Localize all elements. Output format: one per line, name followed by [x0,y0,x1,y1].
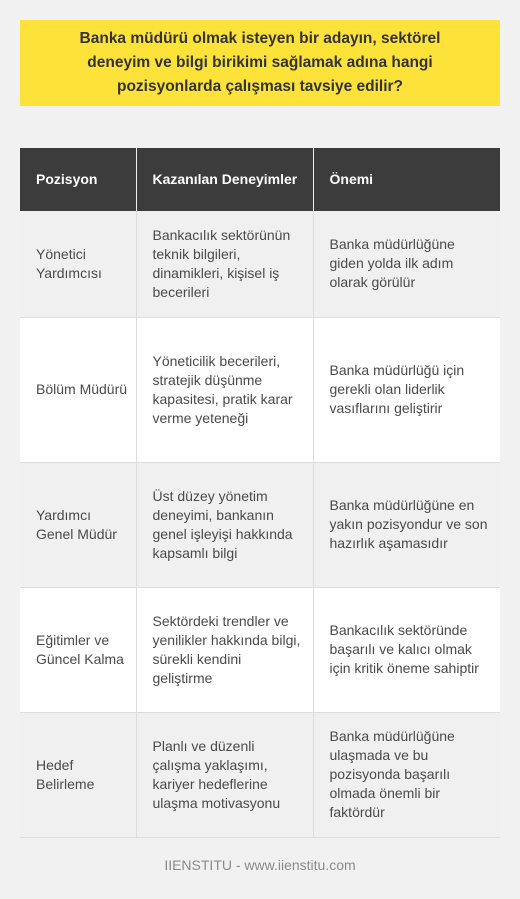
question-banner [20,20,500,106]
table-row [20,317,500,462]
position-cell: Eğitimler ve Güncel Kalma [20,587,136,712]
header-importance: Önemi [313,148,500,211]
header-experience: Kazanılan Deneyimler [136,148,313,211]
experience-cell: Sektördeki trendler ve yenilikler hakkında bilgi, sürekli kendini geliştirme [136,587,313,712]
position-cell: Hedef Belirleme [20,712,136,837]
position-cell: Yönetici Yardımcısı [20,211,136,317]
position-cell: Yardımcı Genel Müdür [20,462,136,587]
experience-cell: Üst düzey yönetim deneyimi, bankanın genel işleyişi hakkında kapsamlı bilgi [136,462,313,587]
table-row [20,211,500,317]
experience-cell: Yöneticilik becerileri, stratejik düşünme kapasitesi, pratik karar verme yeteneği [136,317,313,462]
importance-cell: Banka müdürlüğüne en yakın pozisyondur ve son hazırlık aşamasıdır [313,462,500,587]
position-cell: Bölüm Müdürü [20,317,136,462]
importance-cell: Banka müdürlüğüne ulaşmada ve bu pozisyonda başarılı olmada önemli bir faktördür [313,712,500,837]
question-text: Banka müdürü olmak isteyen bir adayın, sektörel deneyim ve bilgi birikimi sağlamak adına hangi pozisyonlarda çalışması tavsiye edilir? [79,30,441,95]
importance-cell: Banka müdürlüğü için gerekli olan liderlik vasıflarını geliştirir [313,317,500,462]
experience-cell: Bankacılık sektörünün teknik bilgileri, dinamikleri, kişisel iş becerileri [136,211,313,317]
importance-cell: Banka müdürlüğüne giden yolda ilk adım olarak görülür [313,211,500,317]
header-position: Pozisyon [20,148,136,211]
table-row [20,587,500,712]
positions-table [20,148,500,838]
table-header-row [20,148,500,211]
importance-cell: Bankacılık sektöründe başarılı ve kalıcı olmak için kritik öneme sahiptir [313,587,500,712]
table-row [20,462,500,587]
footer-credit: IIENSTITU - www.iienstitu.com [164,857,356,873]
table-row [20,712,500,837]
experience-cell: Planlı ve düzenli çalışma yaklaşımı, kariyer hedeflerine ulaşma motivasyonu [136,712,313,837]
